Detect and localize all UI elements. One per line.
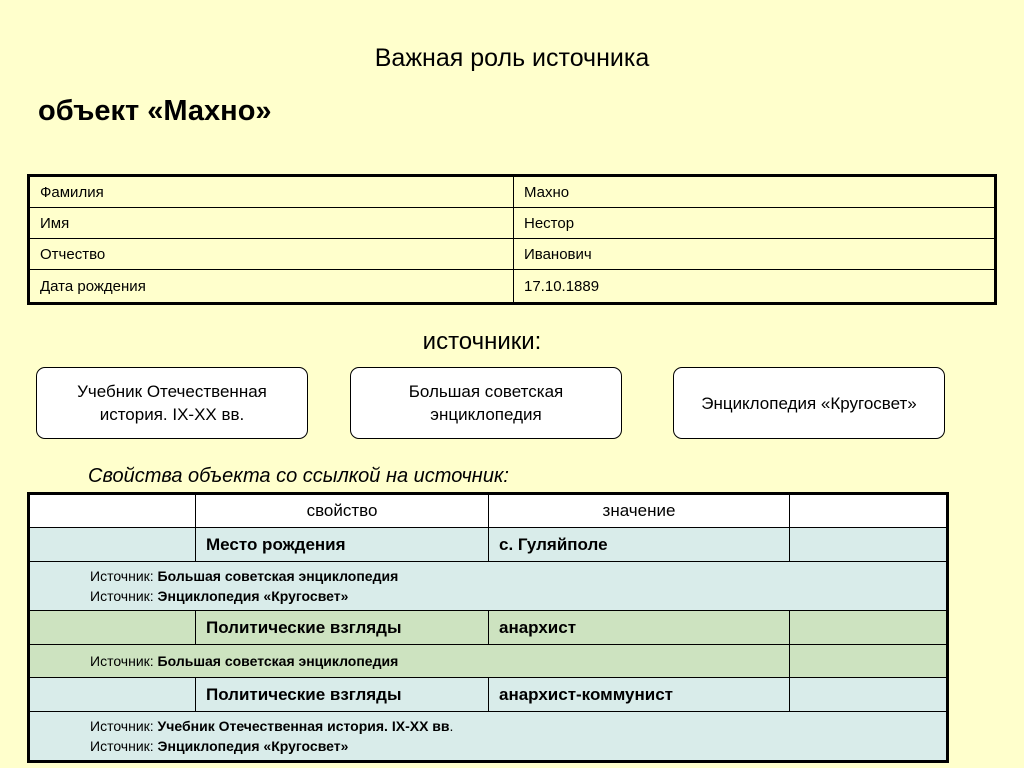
header-cell-empty bbox=[29, 494, 196, 528]
property-value: анархист-коммунист bbox=[489, 678, 790, 712]
header-property: свойство bbox=[196, 494, 489, 528]
table-header-row bbox=[29, 494, 948, 528]
source-prefix: Источник: bbox=[90, 653, 154, 669]
row-cell-empty bbox=[29, 611, 196, 645]
source-box-label: Учебник Отечественная история. IX-XX вв. bbox=[77, 382, 267, 424]
header-cell-empty bbox=[790, 494, 948, 528]
info-key: Отчество bbox=[29, 239, 514, 270]
source-box-label: Энциклопедия «Кругосвет» bbox=[701, 393, 917, 413]
page-title: Важная роль источника bbox=[374, 44, 650, 72]
object-info-table bbox=[27, 174, 997, 305]
info-value: Иванович bbox=[514, 239, 996, 270]
source-box-bse bbox=[350, 367, 622, 439]
properties-table bbox=[27, 492, 949, 763]
table-row bbox=[29, 611, 948, 645]
table-row bbox=[29, 176, 996, 208]
table-row bbox=[29, 528, 948, 562]
row-cell-empty bbox=[790, 528, 948, 562]
source-row bbox=[29, 645, 948, 678]
row-cell-empty bbox=[29, 678, 196, 712]
table-row bbox=[29, 239, 996, 270]
info-key: Дата рождения bbox=[29, 270, 514, 304]
source-row bbox=[29, 562, 948, 611]
property-value: анархист bbox=[489, 611, 790, 645]
properties-caption: Свойства объекта со ссылкой на источник: bbox=[88, 465, 509, 487]
sources-heading: источники: bbox=[422, 328, 542, 355]
row-cell-empty bbox=[29, 528, 196, 562]
property-name: Место рождения bbox=[196, 528, 489, 562]
row-cell-empty bbox=[790, 611, 948, 645]
source-prefix: Источник: bbox=[90, 738, 154, 754]
property-name: Политические взгляды bbox=[196, 678, 489, 712]
property-value: с. Гуляйполе bbox=[489, 528, 790, 562]
source-row bbox=[29, 712, 948, 762]
source-prefix: Источник: bbox=[90, 568, 154, 584]
info-value: Махно bbox=[514, 176, 996, 208]
source-prefix: Источник: bbox=[90, 588, 154, 604]
property-name: Политические взгляды bbox=[196, 611, 489, 645]
source-name: Учебник Отечественная история. IX-XX вв bbox=[157, 718, 450, 734]
source-name: Большая советская энциклопедия bbox=[157, 568, 399, 584]
header-value: значение bbox=[489, 494, 790, 528]
info-key: Фамилия bbox=[29, 176, 514, 208]
info-value: 17.10.1889 bbox=[514, 270, 996, 304]
source-name: Энциклопедия «Кругосвет» bbox=[157, 588, 349, 604]
table-row bbox=[29, 208, 996, 239]
source-box-label: Большая советская энциклопедия bbox=[408, 382, 564, 424]
table-row bbox=[29, 678, 948, 712]
trailing-period: . bbox=[449, 718, 454, 734]
source-cell bbox=[29, 645, 790, 678]
info-key: Имя bbox=[29, 208, 514, 239]
table-row bbox=[29, 270, 996, 304]
source-prefix: Источник: bbox=[90, 718, 154, 734]
source-box-krugosvet bbox=[673, 367, 945, 439]
object-heading: объект «Махно» bbox=[38, 95, 272, 127]
source-name: Большая советская энциклопедия bbox=[157, 653, 399, 669]
row-cell-empty bbox=[790, 645, 948, 678]
row-cell-empty bbox=[790, 678, 948, 712]
source-cell bbox=[29, 712, 948, 762]
source-name: Энциклопедия «Кругосвет» bbox=[157, 738, 349, 754]
source-cell bbox=[29, 562, 948, 611]
info-value: Нестор bbox=[514, 208, 996, 239]
source-box-textbook bbox=[36, 367, 308, 439]
